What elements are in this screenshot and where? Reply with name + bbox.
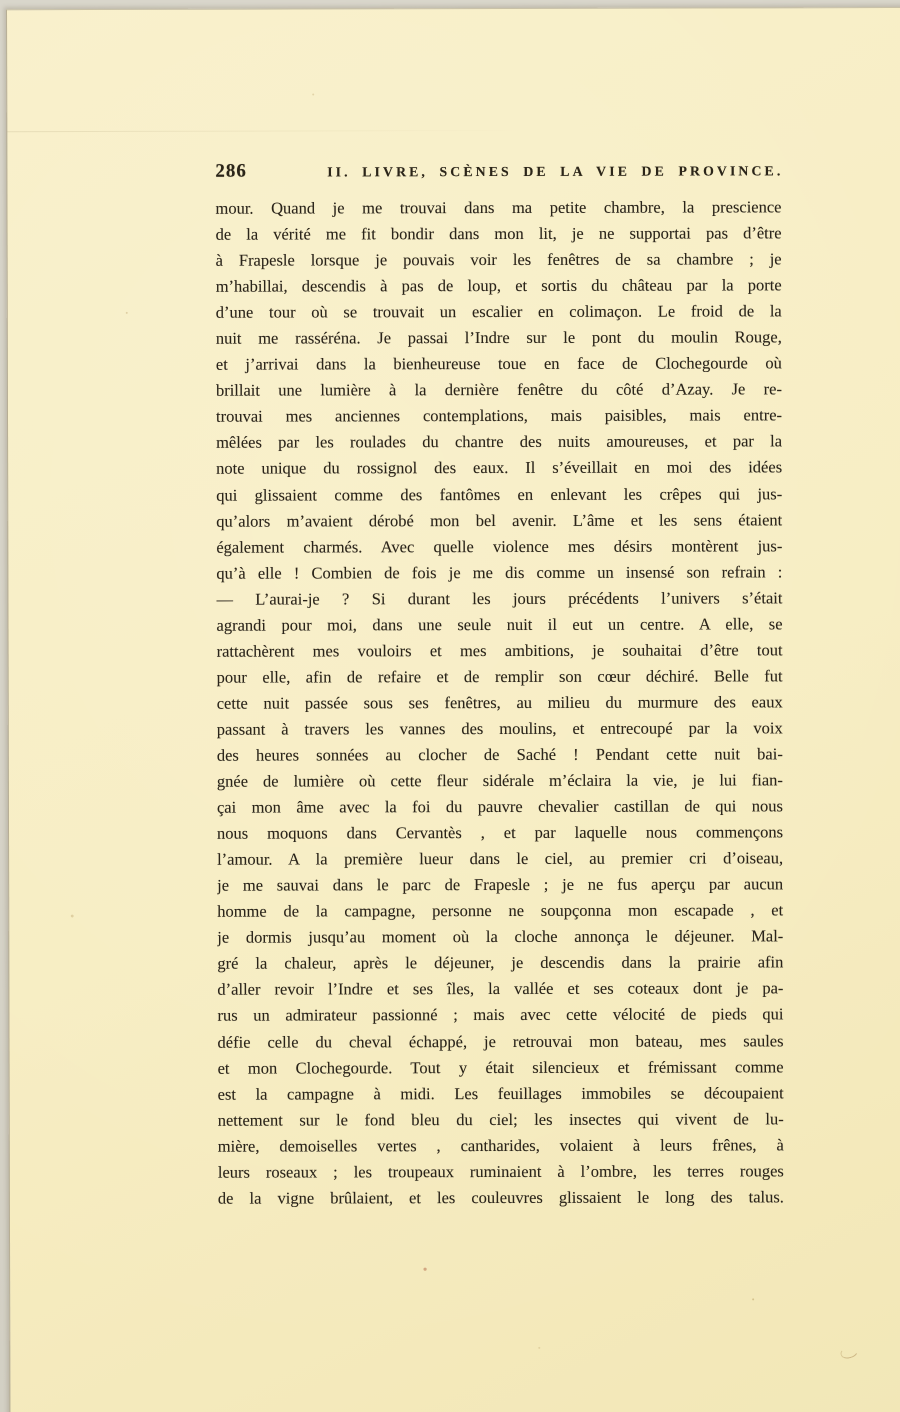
text-line: d’aller revoir l’Indre et ses îles, la vallée et ses coteaux dont je pa- (217, 978, 784, 1000)
text-line: pour elle, afin de refaire et de remplir son cœur déchiré. Belle fut (216, 666, 783, 687)
text-line: à Frapesle lorsque je pouvais voir les fenêtres de sa chambre ; je (215, 249, 782, 270)
text-line: rattachèrent mes vouloirs et mes ambitions, je souhaitai d’être tout (216, 640, 783, 661)
paper-specks (7, 10, 9, 12)
text-line: de la vigne brûlaient, et les couleuvres glissaient le long des talus. (217, 1187, 784, 1208)
text-line: nettement sur le fond bleu du ciel; les insectes qui vivent de lu- (217, 1108, 784, 1130)
paper-fiber-mark (839, 1344, 860, 1361)
text-line: des heures sonnées au clocher de Saché ! Pendant cette nuit bai- (216, 744, 783, 765)
page-number: 286 (215, 160, 247, 182)
text-line: mour. Quand je me trouvai dans ma petite chambre, la prescience (215, 197, 782, 218)
text-line: est la campagne à midi. Les feuillages immobiles se découpaient (217, 1082, 784, 1104)
text-line: homme de la campagne, personne ne soupçonna mon escapade , et (217, 900, 784, 921)
text-line: et mon Clochegourde. Tout y était silencieux et frémissant comme (217, 1056, 784, 1078)
text-line: m’habillai, descendis à pas de loup, et sortis du château par la porte (215, 275, 782, 296)
text-line: qu’à elle ! Combien de fois je me dis comme un insensé son refrain : (216, 561, 783, 583)
body-text (215, 194, 783, 1211)
text-line: note unique du rossignol des eaux. Il s’éveillait en moi des idées (216, 457, 783, 479)
text-line: je dormis jusqu’au moment où la cloche annonça le déjeuner. Mal- (217, 926, 784, 948)
text-line: cette nuit passée sous ses fenêtres, au milieu du murmure des eaux (216, 692, 783, 713)
paper-crease (7, 130, 529, 132)
text-line: et j’arrivai dans la bienheureuse toue en face de Clochegourde où (215, 353, 782, 374)
book-page (6, 7, 900, 1412)
text-line: défie celle du cheval échappé, je retrouvai mon bateau, mes saules (217, 1030, 784, 1052)
running-title: II. LIVRE, SCÈNES DE LA VIE DE PROVINCE. (327, 163, 784, 180)
text-line: mêlées par les roulades du chantre des nuits amoureuses, et par la (216, 431, 783, 453)
text-line: mière, demoiselles vertes , cantharides, volaient à leurs frênes, à (217, 1134, 784, 1156)
text-line: gnée de lumière où cette fleur sidérale m’éclaira la vie, je lui fian- (216, 770, 783, 791)
text-line: çai mon âme avec la foi du pauvre chevalier castillan de qui nous (216, 796, 783, 817)
text-line: nous moquons dans Cervantès , et par laquelle nous commençons (216, 822, 784, 843)
page-header (215, 159, 783, 182)
text-line: qu’alors m’avaient dérobé mon bel avenir. L’âme et les sens étaient (216, 509, 783, 531)
text-line: leurs roseaux ; les troupeaux ruminaient à l’ombre, les terres rouges (217, 1161, 784, 1182)
text-line: passant à travers les vannes des moulins, et entrecoupé par la voix (216, 718, 783, 739)
text-line: trouvai mes anciennes contemplations, mais paisibles, mais entre- (215, 405, 783, 427)
text-line: qui glissaient comme des fantômes en enlevant les crêpes qui jus- (216, 483, 783, 505)
text-line: — L’aurai-je ? Si durant les jours précédents l’univers s’était (216, 588, 783, 609)
text-line: également charmés. Avec quelle violence mes désirs montèrent jus- (216, 535, 783, 557)
text-line: nuit me rasséréna. Je passai l’Indre sur le pont du moulin Rouge, (215, 327, 782, 348)
text-line: rus un admirateur passionné ; mais avec cette vélocité de pieds qui (217, 1004, 784, 1026)
text-line: d’une tour où se trouvait un escalier en colimaçon. Le froid de la (215, 301, 782, 322)
text-line: brillait une lumière à la dernière fenêtre du côté d’Azay. Je re- (215, 379, 782, 401)
text-line: de la vérité me fit bondir dans mon lit, je ne supportai pas d’être (215, 223, 782, 244)
text-line: gré la chaleur, après le déjeuner, je descendis dans la prairie afin (217, 952, 784, 974)
text-line: je me sauvai dans le parc de Frapesle ; je ne fus aperçu par aucun (217, 874, 784, 895)
text-line: l’amour. A la première lueur dans le ciel, au premier cri d’oiseau, (217, 848, 784, 869)
text-line: agrandi pour moi, dans une seule nuit il eut un centre. A elle, se (216, 614, 783, 635)
